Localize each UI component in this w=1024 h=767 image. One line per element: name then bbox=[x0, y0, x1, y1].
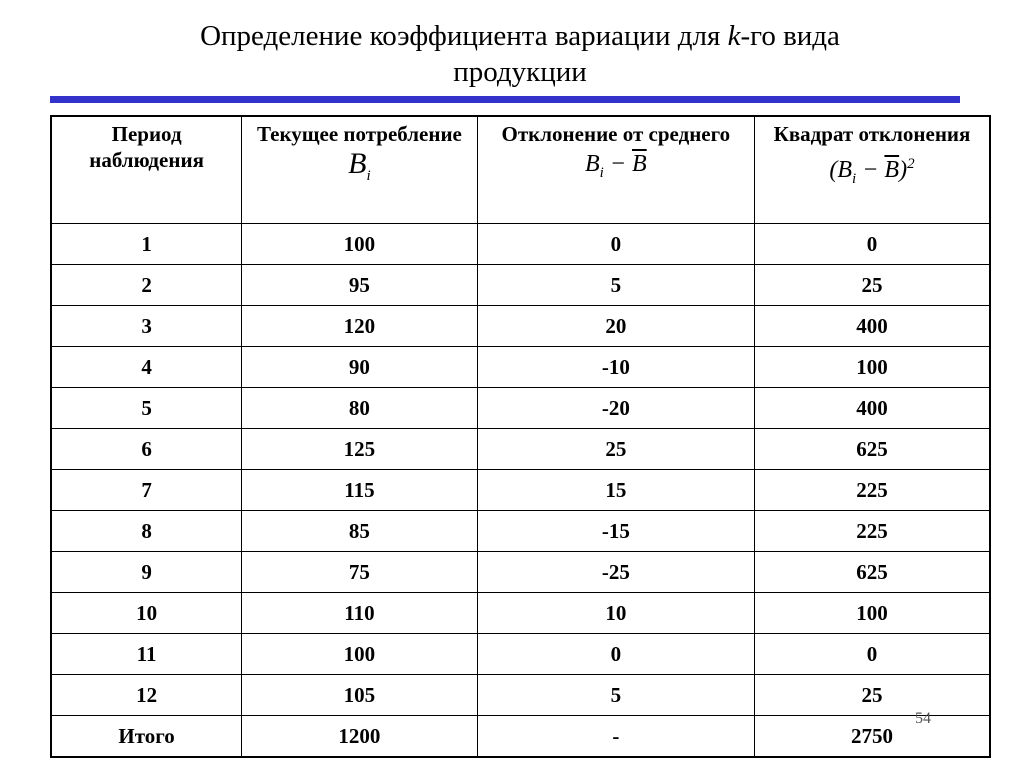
slide-title bbox=[50, 18, 990, 90]
title-k: k bbox=[727, 20, 741, 52]
table-cell: 400 bbox=[754, 388, 990, 429]
total-cell: 1200 bbox=[242, 716, 478, 758]
table-cell: 120 bbox=[242, 306, 478, 347]
table-row bbox=[51, 429, 990, 470]
table-cell: 11 bbox=[51, 634, 242, 675]
table-cell: 625 bbox=[754, 429, 990, 470]
table-cell: -10 bbox=[477, 347, 754, 388]
total-cell: Итого bbox=[51, 716, 242, 758]
table-row bbox=[51, 224, 990, 265]
table-cell: 400 bbox=[754, 306, 990, 347]
header-period bbox=[51, 116, 242, 224]
table-cell: 100 bbox=[242, 224, 478, 265]
table-row bbox=[51, 388, 990, 429]
header-squared bbox=[754, 116, 990, 224]
table-cell: 7 bbox=[51, 470, 242, 511]
table-cell: 5 bbox=[51, 388, 242, 429]
table-cell: 1 bbox=[51, 224, 242, 265]
header-period-label: Период наблюдения bbox=[89, 122, 204, 172]
table-cell: -25 bbox=[477, 552, 754, 593]
formula-squared: $(B_i - \overline{B})^2$ bbox=[829, 156, 915, 187]
table-cell: 6 bbox=[51, 429, 242, 470]
formula-bi: $B_i$ bbox=[348, 147, 371, 184]
table-cell: 95 bbox=[242, 265, 478, 306]
table-cell: 0 bbox=[477, 224, 754, 265]
table-cell: 9 bbox=[51, 552, 242, 593]
header-consumption-label: Текущее потребление bbox=[256, 122, 462, 146]
table-cell: 75 bbox=[242, 552, 478, 593]
total-cell: - bbox=[477, 716, 754, 758]
table-cell: 25 bbox=[754, 675, 990, 716]
table-cell: -15 bbox=[477, 511, 754, 552]
header-deviation-label: Отклонение от среднего bbox=[501, 122, 731, 146]
table-cell: 100 bbox=[242, 634, 478, 675]
table-row bbox=[51, 265, 990, 306]
table-row bbox=[51, 470, 990, 511]
table-row bbox=[51, 675, 990, 716]
table-cell: 90 bbox=[242, 347, 478, 388]
table-cell: 20 bbox=[477, 306, 754, 347]
table-cell: 100 bbox=[754, 347, 990, 388]
table-cell: 0 bbox=[754, 634, 990, 675]
table-cell: 5 bbox=[477, 675, 754, 716]
table-row bbox=[51, 634, 990, 675]
table-cell: 115 bbox=[242, 470, 478, 511]
title-text-line2: продукции bbox=[453, 56, 587, 88]
header-squared-label: Квадрат отклонения bbox=[773, 122, 971, 146]
title-underline bbox=[50, 96, 960, 103]
table-row bbox=[51, 306, 990, 347]
table-cell: 85 bbox=[242, 511, 478, 552]
table-cell: 12 bbox=[51, 675, 242, 716]
table-cell: 80 bbox=[242, 388, 478, 429]
table-cell: 0 bbox=[754, 224, 990, 265]
table-cell: 0 bbox=[477, 634, 754, 675]
table-row bbox=[51, 552, 990, 593]
table-cell: 125 bbox=[242, 429, 478, 470]
table-row bbox=[51, 511, 990, 552]
table-cell: 110 bbox=[242, 593, 478, 634]
variation-table bbox=[50, 115, 991, 758]
table-row bbox=[51, 593, 990, 634]
table-cell: 25 bbox=[477, 429, 754, 470]
table-cell: 105 bbox=[242, 675, 478, 716]
table-cell: 625 bbox=[754, 552, 990, 593]
table-cell: 100 bbox=[754, 593, 990, 634]
table-cell: 8 bbox=[51, 511, 242, 552]
table-cell: 4 bbox=[51, 347, 242, 388]
header-row bbox=[51, 116, 990, 224]
page-number: 54 bbox=[915, 710, 931, 727]
table-cell: 10 bbox=[477, 593, 754, 634]
title-text-part2: -го вида bbox=[740, 20, 840, 52]
table-cell: 25 bbox=[754, 265, 990, 306]
table-cell: 10 bbox=[51, 593, 242, 634]
table-cell: 5 bbox=[477, 265, 754, 306]
total-row bbox=[51, 716, 990, 758]
header-consumption bbox=[242, 116, 478, 224]
header-deviation bbox=[477, 116, 754, 224]
table-cell: 225 bbox=[754, 511, 990, 552]
table-cell: 3 bbox=[51, 306, 242, 347]
table-cell: 225 bbox=[754, 470, 990, 511]
table-cell: -20 bbox=[477, 388, 754, 429]
title-text-part1: Определение коэффициента вариации для bbox=[200, 20, 728, 52]
formula-deviation: $B_i - \overline{B}$ bbox=[584, 151, 647, 181]
table-cell: 15 bbox=[477, 470, 754, 511]
table-cell: 2 bbox=[51, 265, 242, 306]
total-cell: 2750 bbox=[754, 716, 990, 758]
table-row bbox=[51, 347, 990, 388]
